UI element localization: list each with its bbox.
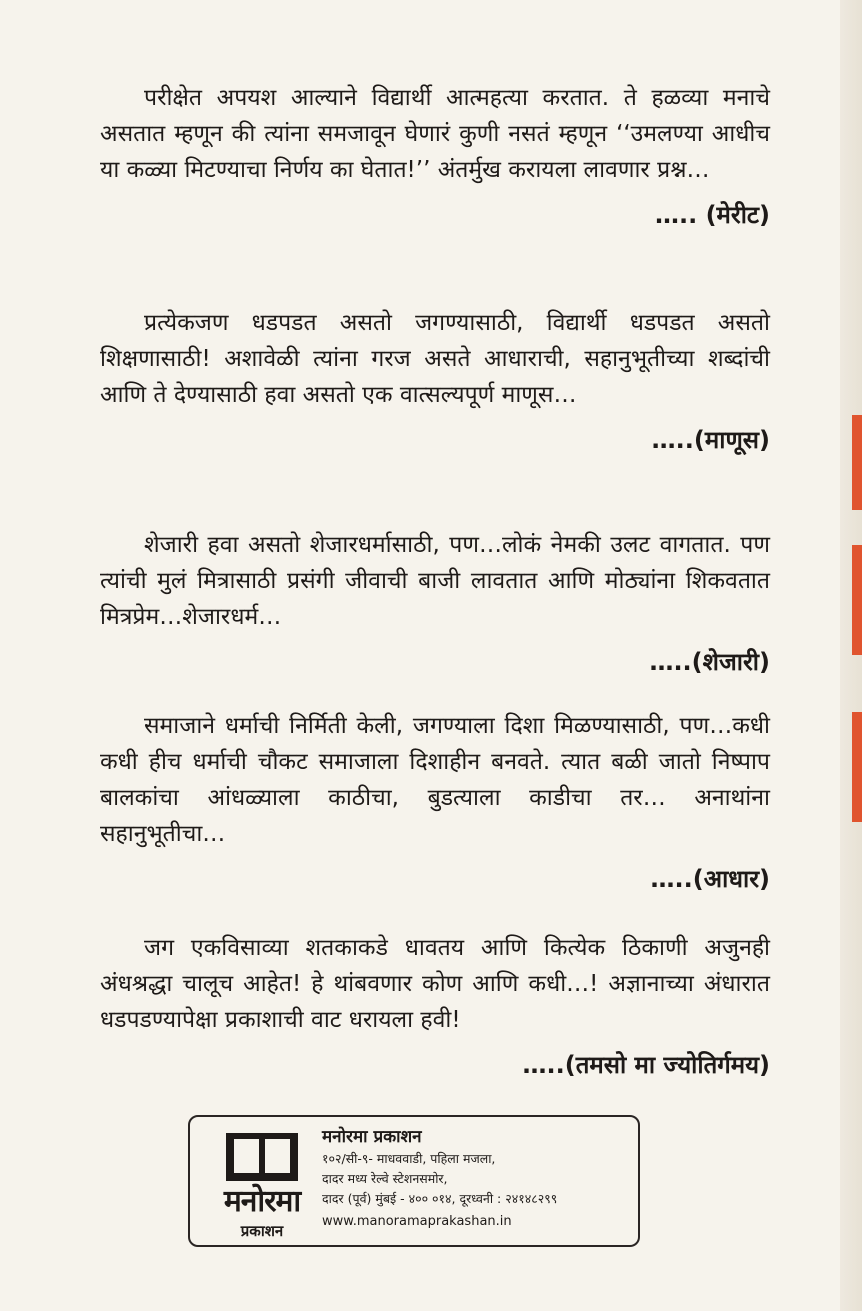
publisher-logo: [212, 1131, 312, 1243]
page-edge: [840, 0, 862, 1311]
blurb-text: प्रत्येकजण धडपडत असतो जगण्यासाठी, विद्यार्थी धडपडत असतो शिक्षणासाठी! अशावेळी त्यांना गरज असते आधाराची, सहानुभूतीच्या शब्दांची आणि ते देण्यासाठी हवा असतो एक वात्सल्यपूर्ण माणूस…: [100, 310, 770, 408]
blurb-signature: …..(शेजारी): [649, 648, 770, 676]
publisher-website: www.manoramaprakashan.in: [322, 1214, 512, 1229]
blurb-text: जग एकविसाव्या शतकाकडे धावतय आणि कित्येक ठिकाणी अजुनही अंधश्रद्धा चालूच आहेत! हे थांबवणार कोण आणि कधी…! अज्ञानाच्या अंधारात धडपडण्यापेक्षा प्रकाशाची वाट धरायला हवी!: [100, 935, 770, 1033]
blurb-signature: …..(तमसो मा ज्योतिर्गमय): [522, 1051, 770, 1079]
red-edge-tab: [852, 712, 862, 822]
logo-subtitle: प्रकाशन: [240, 1222, 284, 1240]
blurb-aadhar: [100, 708, 770, 896]
blurb-meritt: [100, 80, 770, 232]
logo-wordmark: मनोरमा: [223, 1184, 301, 1219]
blurb-signature: …..(माणूस): [651, 426, 770, 454]
blurb-shejari: [100, 527, 770, 679]
red-edge-tab: [852, 545, 862, 655]
blurb-manus: [100, 305, 770, 457]
red-edge-tab: [852, 415, 862, 510]
open-book-icon: [224, 1131, 300, 1183]
blurb-signature: …..(आधार): [650, 865, 770, 893]
publisher-details: [322, 1125, 634, 1233]
publisher-box: [188, 1115, 640, 1247]
blurb-text: परीक्षेत अपयश आल्याने विद्यार्थी आत्महत्या करतात. ते हळव्या मनाचे असतात म्हणून की त्यांना समजावून घेणारं कुणी नसतं म्हणून ‘‘उमलण्या आधीच या कळ्या मिटण्याचा निर्णय का घेतात!’’ अंतर्मुख करायला लावणार प्रश्न…: [100, 85, 770, 183]
blurb-tamaso: [100, 930, 770, 1082]
address-line: १०२/सी-९- माधववाडी, पहिला मजला,: [322, 1151, 496, 1166]
blurb-signature: ….. (मेरीट): [654, 201, 770, 229]
publisher-name: मनोरमा प्रकाशन: [322, 1127, 422, 1147]
address-line: दादर (पूर्व) मुंबई - ४०० ०१४, दूरध्वनी : २४१४८२९९: [322, 1191, 558, 1206]
blurb-text: शेजारी हवा असतो शेजारधर्मासाठी, पण…लोकं नेमकी उलट वागतात. पण त्यांची मुलं मित्रासाठी प्रसंगी जीवाची बाजी लावतात आणि मोठ्यांना शिकवतात मित्रप्रेम…शेजारधर्म…: [100, 532, 770, 630]
address-line: दादर मध्य रेल्वे स्टेशनसमोर,: [322, 1171, 448, 1186]
blurb-text: समाजाने धर्माची निर्मिती केली, जगण्याला दिशा मिळण्यासाठी, पण…कधी कधी हीच धर्माची चौकट समाजाला दिशाहीन बनवते. त्यात बळी जातो निष्पाप बालकांचा आंधळ्याला काठीचा, बुडत्याला काडीचा तर… अनाथांना सहानुभूतीचा…: [100, 713, 770, 847]
